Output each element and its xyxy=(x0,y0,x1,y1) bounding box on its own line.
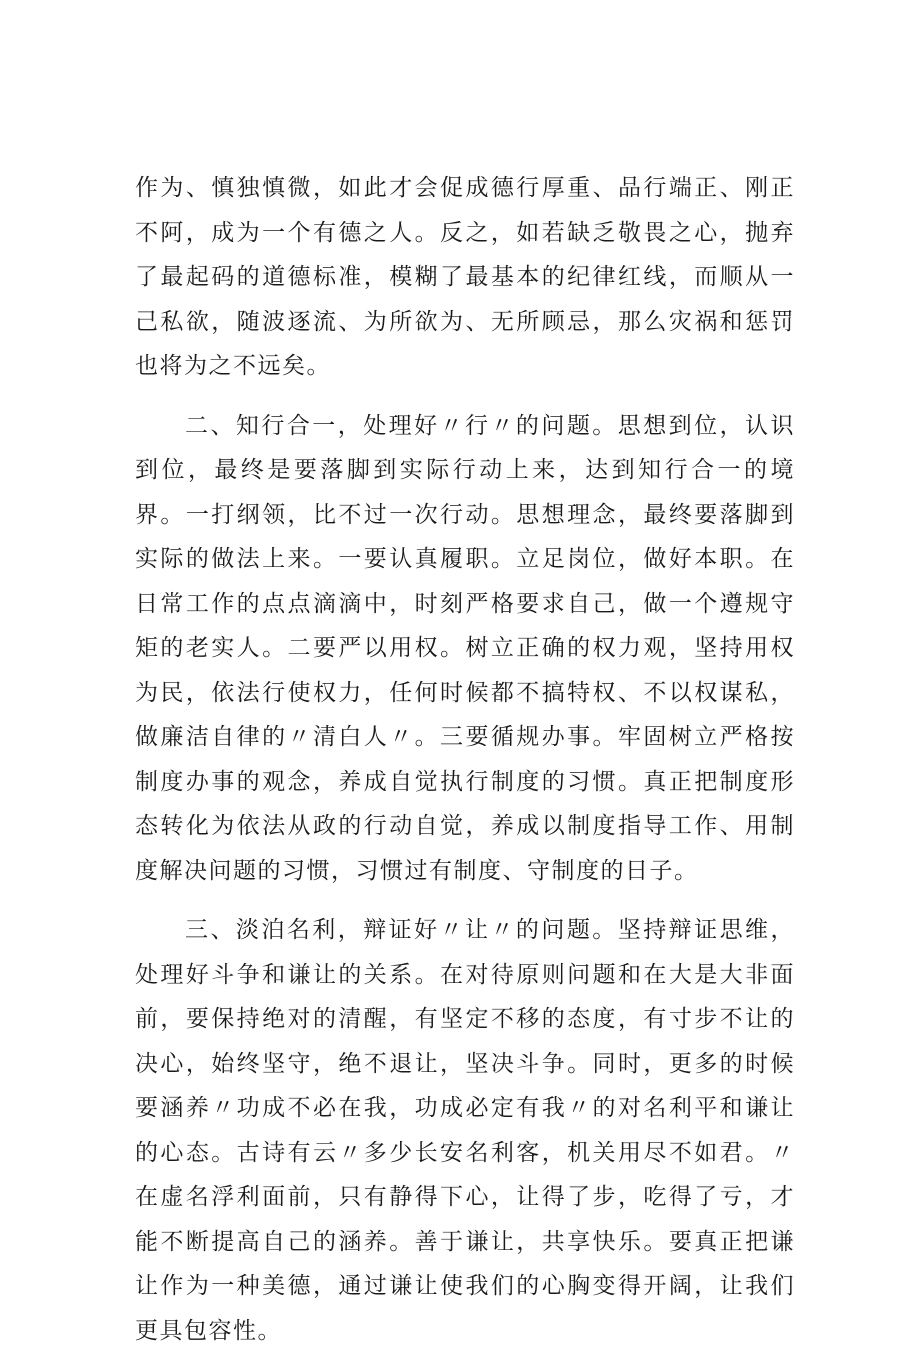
paragraph-section-three: 三、淡泊名利，辩证好〃让〃的问题。坚持辩证思维，处理好斗争和谦让的关系。在对待原则问题和在大是大非面前，要保持绝对的清醒，有坚定不移的态度，有寸步不让的决心，始终坚守，绝不退让，坚决斗争。同时，更多的时候要涵养〃功成不必在我，功成必定有我〃的对名利平和谦让的心态。古诗有云〃多少长安名利客，机关用尽不如君。〃在虚名浮利面前，只有静得下心，让得了步，吃得了亏，才能不断提高自己的涵养。善于谦让，共享快乐。要真正把谦让作为一种美德，通过谦让使我们的心胸变得开阔，让我们更具包容性。 xyxy=(135,917,795,1344)
document-body xyxy=(135,166,795,1353)
paragraph-section-two: 二、知行合一，处理好〃行〃的问题。思想到位，认识到位，最终是要落脚到实际行动上来，达到知行合一的境界。一打纲领，比不过一次行动。思想理念，最终要落脚到实际的做法上来。一要认真履职。立足岗位，做好本职。在日常工作的点点滴滴中，时刻严格要求自己，做一个遵规守矩的老实人。二要严以用权。树立正确的权力观，坚持用权为民，依法行使权力，任何时候都不搞特权、不以权谋私，做廉洁自律的〃清白人〃。三要循规办事。牢固树立严格按制度办事的观念，养成自觉执行制度的习惯。真正把制度形态转化为依法从政的行动自觉，养成以制度指导工作、用制度解决问题的习惯，习惯过有制度、守制度的日子。 xyxy=(135,412,795,884)
paragraph-continuation: 作为、慎独慎微，如此才会促成德行厚重、品行端正、刚正不阿，成为一个有德之人。反之，如若缺乏敬畏之心，抛弃了最起码的道德标准，模糊了最基本的纪律红线，而顺从一己私欲，随波逐流、为所欲为、无所顾忌，那么灾祸和惩罚也将为之不远矣。 xyxy=(135,175,795,379)
